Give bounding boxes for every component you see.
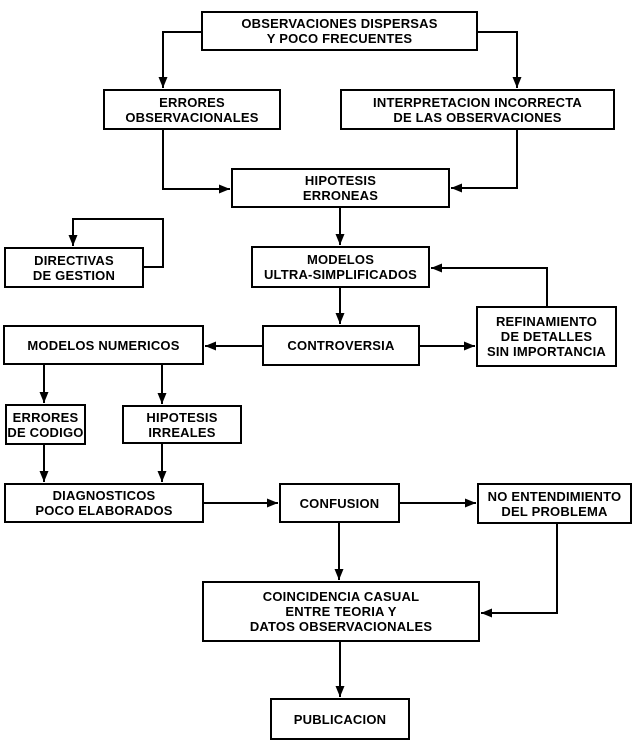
arrowhead-icon <box>158 393 167 404</box>
arrowhead-icon <box>431 264 442 273</box>
flow-node-label: ERRORES <box>12 409 79 425</box>
arrowhead-icon <box>336 234 345 245</box>
arrowhead-icon <box>336 686 345 697</box>
flow-node-hipotesis-irreales <box>122 405 242 444</box>
flow-node-label: HIPOTESIS <box>146 409 218 425</box>
arrowhead-icon <box>40 392 49 403</box>
flow-node-label: CONFUSION <box>299 495 380 511</box>
flow-node-label: COINCIDENCIA CASUAL <box>262 589 420 604</box>
flow-node-label: Y POCO FRECUENTES <box>266 31 413 46</box>
flow-node-errores-codigo <box>5 404 86 445</box>
flow-node-label: MODELOS <box>306 252 375 267</box>
flow-node-modelos-numericos <box>3 325 204 365</box>
flow-node-confusion <box>279 483 400 523</box>
arrowhead-icon <box>40 471 49 482</box>
flow-node-label: POCO ELABORADOS <box>35 503 173 518</box>
arrowhead-icon <box>267 499 278 508</box>
flow-node-label: DE CODIGO <box>7 424 84 440</box>
flow-node-label: DATOS OBSERVACIONALES <box>249 619 433 634</box>
flow-edge-interpretacion-incorrecta-to-hipotesis-erroneas <box>451 130 517 188</box>
flow-node-label: NO ENTENDIMIENTO <box>487 488 622 504</box>
flow-node-label: ERRORES <box>159 94 225 110</box>
flow-node-label: IRREALES <box>148 424 216 440</box>
arrowhead-icon <box>451 184 462 193</box>
flow-edge-no-entendimiento-problema-to-coincidencia-casual <box>481 524 557 613</box>
flow-edge-obs-dispersas-to-errores-observacionales <box>163 32 201 88</box>
flow-node-label: HIPOTESIS <box>304 173 377 188</box>
flow-node-label: PUBLICACION <box>293 711 387 727</box>
flow-node-obs-dispersas <box>201 11 478 51</box>
arrowhead-icon <box>513 77 522 88</box>
flow-node-label: DE DETALLES <box>500 329 593 344</box>
flow-node-errores-observacionales <box>103 89 281 130</box>
arrowhead-icon <box>69 235 78 246</box>
flow-node-label: DE LAS OBSERVACIONES <box>393 109 562 125</box>
flow-edge-errores-observacionales-to-hipotesis-erroneas <box>163 130 230 189</box>
arrowhead-icon <box>205 342 216 351</box>
flow-node-label: MODELOS NUMERICOS <box>27 337 180 353</box>
arrowhead-icon <box>464 342 475 351</box>
arrowhead-icon <box>335 569 344 580</box>
flow-node-diagnosticos-poco-elaborados <box>4 483 204 523</box>
flow-node-directivas-gestion <box>4 247 144 288</box>
flow-node-label: DE GESTION <box>32 267 116 283</box>
flow-node-label: DIRECTIVAS <box>34 252 114 268</box>
flow-node-label: SIN IMPORTANCIA <box>486 344 607 359</box>
flow-node-label: DEL PROBLEMA <box>501 503 608 519</box>
arrowhead-icon <box>159 77 168 88</box>
flow-node-interpretacion-incorrecta <box>340 89 615 130</box>
flow-node-no-entendimiento-problema <box>477 483 632 524</box>
arrowhead-icon <box>219 185 230 194</box>
flow-node-label: ENTRE TEORIA Y <box>285 604 397 619</box>
flow-node-label: REFINAMIENTO <box>495 314 598 329</box>
flow-node-publicacion <box>270 698 410 740</box>
arrowhead-icon <box>465 499 476 508</box>
arrowhead-icon <box>336 313 345 324</box>
flow-node-controversia <box>262 325 420 366</box>
flow-node-label: DIAGNOSTICOS <box>52 488 156 503</box>
flow-edge-obs-dispersas-to-interpretacion-incorrecta <box>478 32 517 88</box>
arrowhead-icon <box>158 471 167 482</box>
flow-node-hipotesis-erroneas <box>231 168 450 208</box>
flow-node-label: OBSERVACIONALES <box>125 109 259 125</box>
flow-node-label: ERRONEAS <box>302 188 379 203</box>
flow-edge-refinamiento-detalles-to-modelos-ultra-simplificados <box>431 268 547 306</box>
arrowhead-icon <box>481 609 492 618</box>
flow-node-label: CONTROVERSIA <box>287 338 395 353</box>
flow-node-coincidencia-casual <box>202 581 480 642</box>
flow-node-label: INTERPRETACION INCORRECTA <box>373 94 582 110</box>
flow-node-label: ULTRA-SIMPLIFICADOS <box>263 267 418 282</box>
flow-node-modelos-ultra-simplificados <box>251 246 430 288</box>
flow-node-refinamiento-detalles <box>476 306 617 367</box>
flow-node-label: OBSERVACIONES DISPERSAS <box>241 16 438 31</box>
